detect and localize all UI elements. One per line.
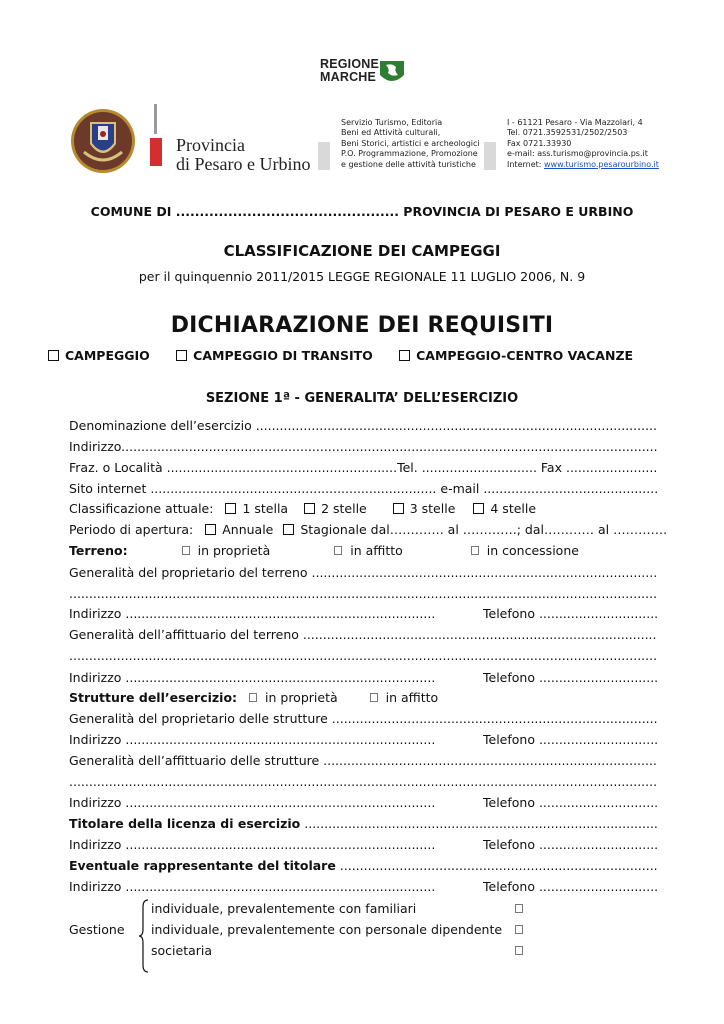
indirizzo-field[interactable]: Indirizzo ..............................................................................	[69, 795, 436, 810]
star1-checkbox[interactable]	[225, 503, 236, 514]
terreno-label: Terreno:	[69, 543, 128, 558]
divider-bar	[318, 142, 330, 170]
servizio-line: Servizio Turismo, Editoria	[341, 118, 443, 127]
option-label: in affitto	[385, 690, 439, 705]
strutture-affitto-checkbox[interactable]	[370, 693, 378, 702]
indirizzo-field[interactable]: Indirizzo.......................................................................................................................................	[69, 439, 658, 454]
servizio-info	[341, 118, 480, 170]
strutture-row	[69, 690, 438, 705]
rappresentante-row	[69, 858, 658, 873]
contact-line: Fax 0721.33930	[507, 138, 572, 148]
indirizzo-tel-row	[69, 879, 659, 894]
terreno-row	[69, 543, 579, 558]
divider-bar	[484, 142, 496, 170]
option-label: in concessione	[486, 543, 579, 558]
internet-line	[507, 160, 659, 170]
dots-line[interactable]: ....................................................................................................................................................	[69, 648, 658, 663]
telefono-field[interactable]: Telefono ..............................	[483, 879, 659, 894]
annuale-label: Annuale	[222, 522, 274, 537]
option-label: in proprietà	[265, 690, 338, 705]
sezione-title: SEZIONE 1ª - GENERALITA’ DELL’ESERCIZIO	[205, 391, 519, 406]
centro-vacanze-checkbox[interactable]	[399, 350, 410, 361]
periodo-label: Periodo di apertura:	[69, 522, 194, 537]
indirizzo-tel-row	[69, 670, 659, 685]
option-label: in affitto	[350, 543, 403, 558]
star-label: 4 stelle	[490, 501, 537, 516]
indirizzo-field[interactable]: Indirizzo ..............................................................................	[69, 879, 436, 894]
regione-marche-logo	[318, 56, 410, 90]
star4-checkbox[interactable]	[473, 503, 484, 514]
terreno-affitto-checkbox[interactable]	[334, 546, 342, 555]
star3-checkbox[interactable]	[393, 503, 404, 514]
indirizzo-tel-row	[69, 837, 659, 852]
dots-line[interactable]: ....................................................................................................................................................	[69, 774, 658, 789]
terreno-concessione-checkbox[interactable]	[471, 546, 479, 555]
gen-prop-strutture-field[interactable]: Generalità del proprietario delle strutture ..................................................................................	[69, 711, 658, 726]
indirizzo-field[interactable]: Indirizzo ..............................................................................	[69, 732, 436, 747]
stagionale-label[interactable]: Stagionale dal…………. al ………….; dal………… al ………….	[300, 522, 668, 537]
telefono-field[interactable]: Telefono ..............................	[483, 606, 659, 621]
regione-line1: REGIONE	[320, 57, 380, 71]
denominazione-field[interactable]: Denominazione dell’esercizio .....................................................................................................	[69, 418, 658, 433]
provincia-line2: di Pesaro e Urbino	[176, 154, 311, 174]
gestione-label: Gestione	[69, 922, 125, 937]
contact-line: e-mail: ass.turismo@provincia.ps.it	[507, 149, 648, 159]
indirizzo-field[interactable]: Indirizzo ..............................................................................	[69, 606, 436, 621]
indirizzo-field[interactable]: Indirizzo ..............................................................................	[69, 837, 436, 852]
provincia-logo-bar	[150, 104, 162, 166]
annuale-checkbox[interactable]	[205, 524, 216, 535]
sito-email-field[interactable]: Sito internet ........................................................................ e-mail ............................................	[69, 481, 659, 496]
titolare-row	[69, 816, 658, 831]
gestione-brace	[138, 899, 150, 973]
indirizzo-tel-row	[69, 732, 659, 747]
indirizzo-tel-row	[69, 606, 659, 621]
telefono-field[interactable]: Telefono ..............................	[483, 670, 659, 685]
telefono-field[interactable]: Telefono ..............................	[483, 732, 659, 747]
comune-line: COMUNE DI ............................................... PROVINCIA DI PESARO E URBINO	[90, 204, 634, 219]
transito-checkbox[interactable]	[176, 350, 187, 361]
titolare-field[interactable]: .........................................................................................	[300, 816, 658, 831]
gestione-societaria-checkbox[interactable]	[515, 946, 523, 955]
star-label: 3 stelle	[409, 501, 456, 516]
gestione-option-label: societaria	[151, 943, 213, 958]
fraz-tel-fax-field[interactable]: Fraz. o Località ..........................................................Tel. ............................. Fax .......................	[69, 460, 658, 475]
indirizzo-field[interactable]: Indirizzo ..............................................................................	[69, 670, 436, 685]
telefono-field[interactable]: Telefono ..............................	[483, 795, 659, 810]
type-label: CAMPEGGIO DI TRANSITO	[193, 348, 373, 363]
internet-label: Internet:	[507, 159, 545, 169]
provincia-line1: Provincia	[176, 135, 245, 155]
quinquennio-subtitle: per il quinquennio 2011/2015 LEGGE REGIONALE 11 LUGLIO 2006, N. 9	[138, 269, 586, 284]
gestione-dipendente-checkbox[interactable]	[515, 925, 523, 934]
servizio-line: P.O. Programmazione, Promozione	[341, 149, 478, 159]
star2-checkbox[interactable]	[304, 503, 315, 514]
stagionale-checkbox[interactable]	[283, 524, 294, 535]
servizio-line: e gestione delle attività turistiche	[341, 159, 476, 169]
dichiarazione-title: DICHIARAZIONE DEI REQUISITI	[170, 313, 554, 338]
strutture-proprieta-checkbox[interactable]	[249, 693, 257, 702]
rappresentante-field[interactable]: ................................................................................	[335, 858, 658, 873]
gestione-familiari-checkbox[interactable]	[515, 904, 523, 913]
type-label: CAMPEGGIO-CENTRO VACANZE	[416, 348, 634, 363]
classificazione-title: CLASSIFICAZIONE DEI CAMPEGGI	[223, 242, 501, 260]
regione-emblem-icon	[378, 57, 406, 87]
classificazione-label: Classificazione attuale:	[69, 501, 214, 516]
titolare-label: Titolare della licenza di esercizio	[69, 816, 301, 831]
gen-prop-terreno-field[interactable]: Generalità del proprietario del terreno .......................................................................................	[69, 565, 658, 580]
telefono-field[interactable]: Telefono ..............................	[483, 837, 659, 852]
campeggio-checkbox[interactable]	[48, 350, 59, 361]
strutture-label: Strutture dell’esercizio:	[69, 690, 238, 705]
indirizzo-tel-row	[69, 795, 659, 810]
contact-line: Tel. 0721.3592531/2502/2503	[507, 128, 628, 138]
classificazione-row	[69, 501, 536, 516]
star-label: 2 stelle	[321, 501, 367, 516]
rappresentante-label: Eventuale rappresentante del titolare	[69, 858, 336, 873]
gen-affitt-terreno-field[interactable]: Generalità dell’affittuario del terreno .........................................................................................	[69, 627, 657, 642]
campeggio-types	[48, 348, 633, 363]
option-label: in proprietà	[197, 543, 271, 558]
provincia-name	[176, 136, 310, 174]
type-label: CAMPEGGIO	[65, 348, 150, 363]
terreno-proprieta-checkbox[interactable]	[182, 546, 190, 555]
dots-line[interactable]: ....................................................................................................................................................	[69, 586, 658, 601]
gestione-option-label: individuale, prevalentemente con personale dipendente	[151, 922, 503, 937]
provincia-crest-icon	[70, 108, 136, 174]
internet-link[interactable]: www.turismo.pesarourbino.it	[544, 159, 659, 169]
periodo-row	[69, 522, 667, 537]
gestione-option-label: individuale, prevalentemente con familiari	[151, 901, 417, 916]
servizio-line: Beni Storici, artistici e archeologici	[341, 138, 480, 148]
contact-info	[507, 118, 659, 170]
gen-affitt-strutture-field[interactable]: Generalità dell’affittuario delle strutture ....................................................................................	[69, 753, 657, 768]
star-label: 1 stella	[242, 501, 289, 516]
regione-line2: MARCHE	[320, 70, 377, 84]
contact-line: I - 61121 Pesaro - Via Mazzolari, 4	[507, 118, 643, 127]
servizio-line: Beni ed Attività culturali,	[341, 128, 441, 138]
